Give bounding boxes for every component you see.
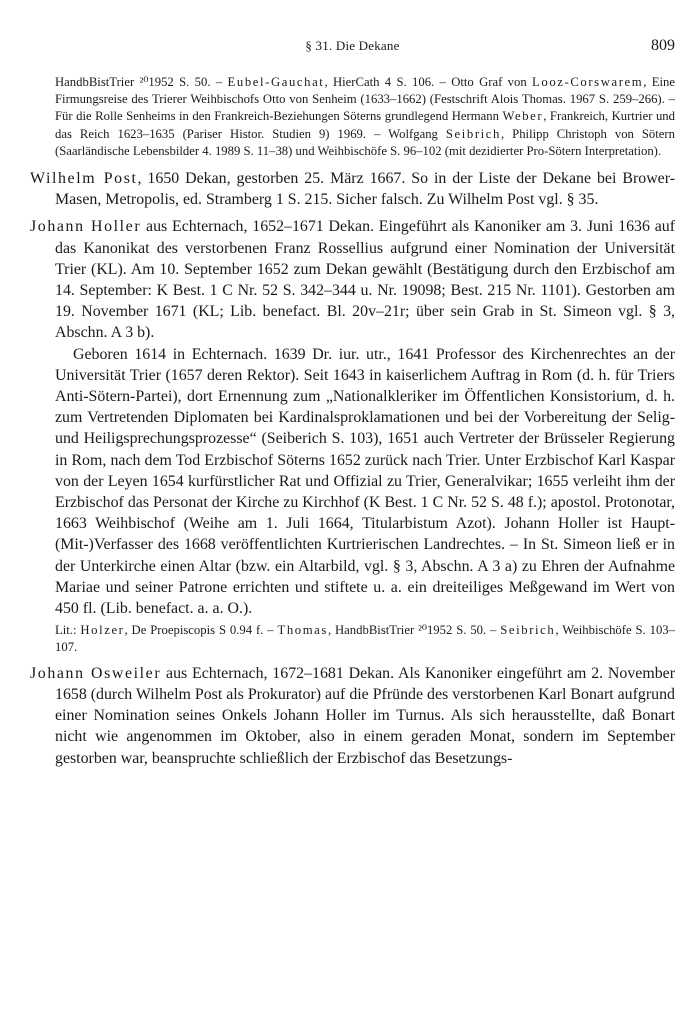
author-name: Eubel-Gauchat	[227, 75, 325, 89]
author-name: Looz-Corswarem	[532, 75, 644, 89]
page-header	[30, 38, 675, 58]
author-name: Holzer	[80, 623, 125, 638]
page-body	[30, 74, 675, 769]
note-text: , Eine Firmungsreise des Trierer Weihbischofs Otto von Senheim (1633–1662) (Festschrift Alois Thomas. 1967 S. 259–266). – Für die Rolle Senheims in den Frankreich-Beziehungen Söterns grundlegend Hermann	[55, 75, 675, 124]
biography-paragraph: Geboren 1614 in Echternach. 1639 Dr. iur. utr., 1641 Professor des Kirchenrechtes an der Universität Trier (1657 deren Rektor). Seit 1643 in kaiserlichem Auftrag in Rom (d. h. für Triers Anti-Sötern-Partei), dort Ernennung zum „Nationalkleriker im Öffentlichen Konsistorium, d. h. zum Vertretenden Diplomaten bei Kardinalsproklamationen und bei der Vorbereitung der Selig- und Heiligsprechungsprozesse“ (Seiberich S. 103), 1651 auch Vertreter der Brüsseler Regierung in Rom, nach dem Tod Erzbischof Söterns 1652 zurück nach Trier. Unter Erzbischof Karl Kaspar von der Leyen 1654 kurfürstlicher Rat und Offizial zu Trier, Generalvikar; 1655 verleiht ihm der Erzbischof das Personat der Kirche zu Kirchhof (K Best. 1 C Nr. 52 S. 48 f.); apostol. Protonotar, 1663 Weihbischof (Weihe am 1. Juli 1664, Titularbistum Azot). Johann Holler ist Haupt-(Mit-)Verfasser des 1668 veröffentlichten Kurtrierischen Landrechtes. – In St. Simeon ließ er in der Unterkirche einen Altar (bzw. ein Altarbild, vgl. § 3, Abschn. A 3 a) zu Ehren der Aufnahme Mariae und seiner Patrone errichten und stiftete u. a. ein dreiteiliges Meßgewand im Wert von 450 fl. (Lib. benefact. a. a. O.).	[55, 345, 675, 618]
lit-text: , HandbBistTrier ²⁰1952 S. 50. –	[327, 623, 501, 638]
entry-text: aus Echternach, 1672–1681 Dekan. Als Kanoniker eingeführt am 2. November 1658 (durch Wilhelm Post als Prokurator) auf die Pfründe des verstorbenen Karl Bonart aufgrund einer Nomination seines Onkels Johann Holler im Turnus. Als sich herausstellte, daß Bonart nicht wie angenommen im Oktober, also in einem geraden Monat, sondern im September gestorben war, beanspruchte schließlich der Erzbischof das Besetzungs-	[55, 664, 676, 767]
note-text: , HierCath 4 S. 106. – Otto Graf von	[324, 75, 533, 89]
bibliography-note	[30, 74, 675, 160]
author-name: Seibrich	[500, 623, 556, 638]
entry-name: Wilhelm Post	[30, 170, 138, 188]
lit-label: Lit.:	[55, 623, 81, 638]
entry-johann-holler	[30, 216, 675, 343]
note-text: , Frankreich, Kurtrier und das Reich 1623–1635 (Pariser Histor. Studien 9) 1969. – Wolfgang	[55, 109, 675, 141]
note-text: , Philipp Christoph von Sötern (Saarländische Lebensbilder 4. 1989 S. 11–38) und Weihbischöfe S. 96–102 (mit dezidierter Pro-Sötern Interpretation).	[55, 126, 675, 158]
page-number: 809	[651, 37, 675, 54]
author-name: Seibrich	[445, 126, 501, 141]
entry-name: Johann Holler	[30, 218, 142, 236]
entry-text: aus Echternach, 1652–1671 Dekan. Eingeführt als Kanoniker am 3. Juni 1636 auf das Kanonikat des verstorbenen Franz Rossellius aufgrund einer Nomination der Universität Trier (KL). Am 10. September 1652 zum Dekan gewählt (Bestätigung durch den Erzbischof am 14. September: K Best. 1 C Nr. 52 S. 342–344 u. Nr. 19098; Best. 215 Nr. 1101). Gestorben am 19. November 1671 (KL; Lib. benefact. Bl. 20v–21r; über sein Grab in St. Simeon vgl. § 3, Abschn. A 3 b).	[55, 218, 675, 342]
running-head: § 31. Die Dekane	[305, 38, 400, 53]
lit-text: , De Proepiscopis S 0.94 f. –	[124, 623, 278, 638]
lit-text: , Weihbischöfe S. 103–107.	[55, 623, 675, 655]
entry-name: Johann Osweiler	[30, 664, 162, 682]
entry-text: , 1650 Dekan, gestorben 25. März 1667. So in der Liste der Dekane bei Brower-Masen, Metropolis, ed. Stramberg 1 S. 215. Sicher falsch. Zu Wilhelm Post vgl. § 35.	[55, 170, 675, 209]
literature-note	[30, 622, 675, 656]
author-name: Thomas	[277, 623, 328, 638]
note-text: HandbBistTrier ²⁰1952 S. 50. –	[55, 75, 228, 89]
entry-wilhelm-post	[30, 168, 675, 210]
author-name: Weber	[502, 109, 544, 124]
entry-johann-osweiler	[30, 663, 675, 769]
